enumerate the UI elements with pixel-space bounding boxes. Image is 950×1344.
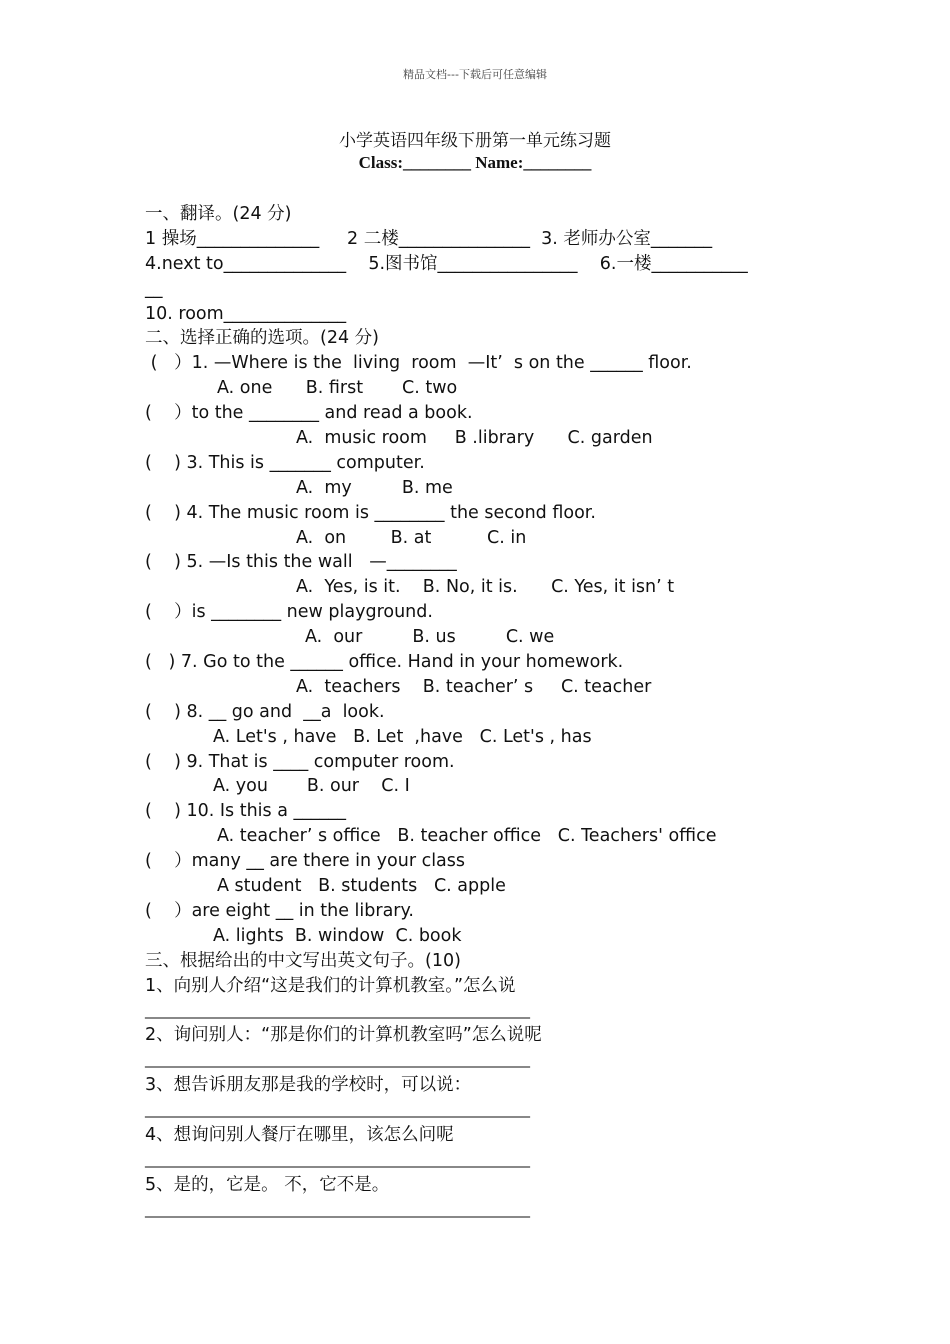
exercise-line: ( ）is ________ new playground.	[145, 602, 433, 623]
exercise-line: __	[145, 278, 163, 299]
answer-line: _______________________________________________________	[145, 1151, 530, 1168]
exercise-line: 二、选择正确的选项。(24 分)	[145, 328, 379, 349]
exercise-line: A. lights B. window C. book	[213, 925, 462, 946]
exercise-line: 三、根据给出的中文写出英文句子。(10)	[145, 950, 461, 971]
exercise-line: ( ）many __ are there in your class	[145, 851, 466, 872]
document-header: 精品文档---下载后可任意编辑	[403, 68, 547, 81]
answer-line: _______________________________________________________	[145, 1052, 530, 1069]
exercise-line: 5、是的，它是。 不，它不是。	[145, 1174, 390, 1195]
exercise-line: ( ) 8. __ go and __a look.	[145, 701, 385, 722]
exercise-line: A. teachers B. teacher’ s C. teacher	[296, 676, 652, 697]
exercise-line: 4.next to______________ 5.图书馆________________ 6.一楼___________	[145, 253, 748, 274]
exercise-line: A. our B. us C. we	[305, 627, 555, 648]
answer-line: _______________________________________________________	[145, 1201, 530, 1218]
exercise-line: A. you B. our C. I	[213, 776, 410, 797]
exercise-line: A. Yes, is it. B. No, it is. C. Yes, it isn’ t	[296, 577, 675, 598]
exercise-line: ( ）1. —Where is the living room —It’ s on the ______ floor.	[145, 353, 692, 374]
page-title: 小学英语四年级下册第一单元练习题	[339, 131, 611, 151]
exercise-line: A. my B. me	[296, 477, 453, 498]
exercise-line: ( ) 5. —Is this the wall —________	[145, 552, 457, 573]
exercise-line: ( ) 7. Go to the ______ office. Hand in your homework.	[145, 652, 624, 673]
exercise-line: 1、向别人介绍“这是我们的计算机教室。”怎么说	[145, 975, 516, 996]
exercise-line: 4、想询问别人餐厅在哪里，该怎么问呢	[145, 1124, 454, 1145]
exercise-line: A. music room B .library C. garden	[296, 428, 653, 449]
exercise-line: ( ) 4. The music room is ________ the second floor.	[145, 502, 596, 523]
exercise-line: A student B. students C. apple	[217, 876, 506, 897]
exercise-line: 10. room______________	[145, 303, 347, 324]
exercise-line: A. one B. first C. two	[217, 378, 458, 399]
answer-line: _______________________________________________________	[145, 1102, 530, 1119]
exercise-line: ( ) 10. Is this a ______	[145, 801, 346, 822]
exercise-line: A. on B. at C. in	[296, 527, 527, 548]
exercise-line: ( ）to the ________ and read a book.	[145, 403, 473, 424]
exercise-body	[145, 202, 825, 1223]
exercise-line: A. teacher’ s office B. teacher office C. Teachers' office	[217, 826, 717, 847]
class-name-line: Class:________ Name:________	[358, 153, 592, 172]
exercise-line: ( ) 3. This is _______ computer.	[145, 452, 425, 473]
exercise-line: 3、想告诉朋友那是我的学校时，可以说：	[145, 1075, 472, 1096]
exercise-line: ( ）are eight __ in the library.	[145, 900, 414, 921]
answer-line: _______________________________________________________	[145, 1002, 530, 1019]
exercise-line: 2、询问别人：“那是你们的计算机教室吗”怎么说呢	[145, 1025, 542, 1046]
exercise-line: ( ) 9. That is ____ computer room.	[145, 751, 455, 772]
exercise-line: 一、翻译。(24 分)	[145, 204, 292, 224]
exercise-line: 1 操场______________ 2 二楼_______________ 3. 老师办公室_______	[145, 228, 713, 249]
exercise-line: A. Let's , have B. Let ,have C. Let's , has	[213, 726, 592, 747]
